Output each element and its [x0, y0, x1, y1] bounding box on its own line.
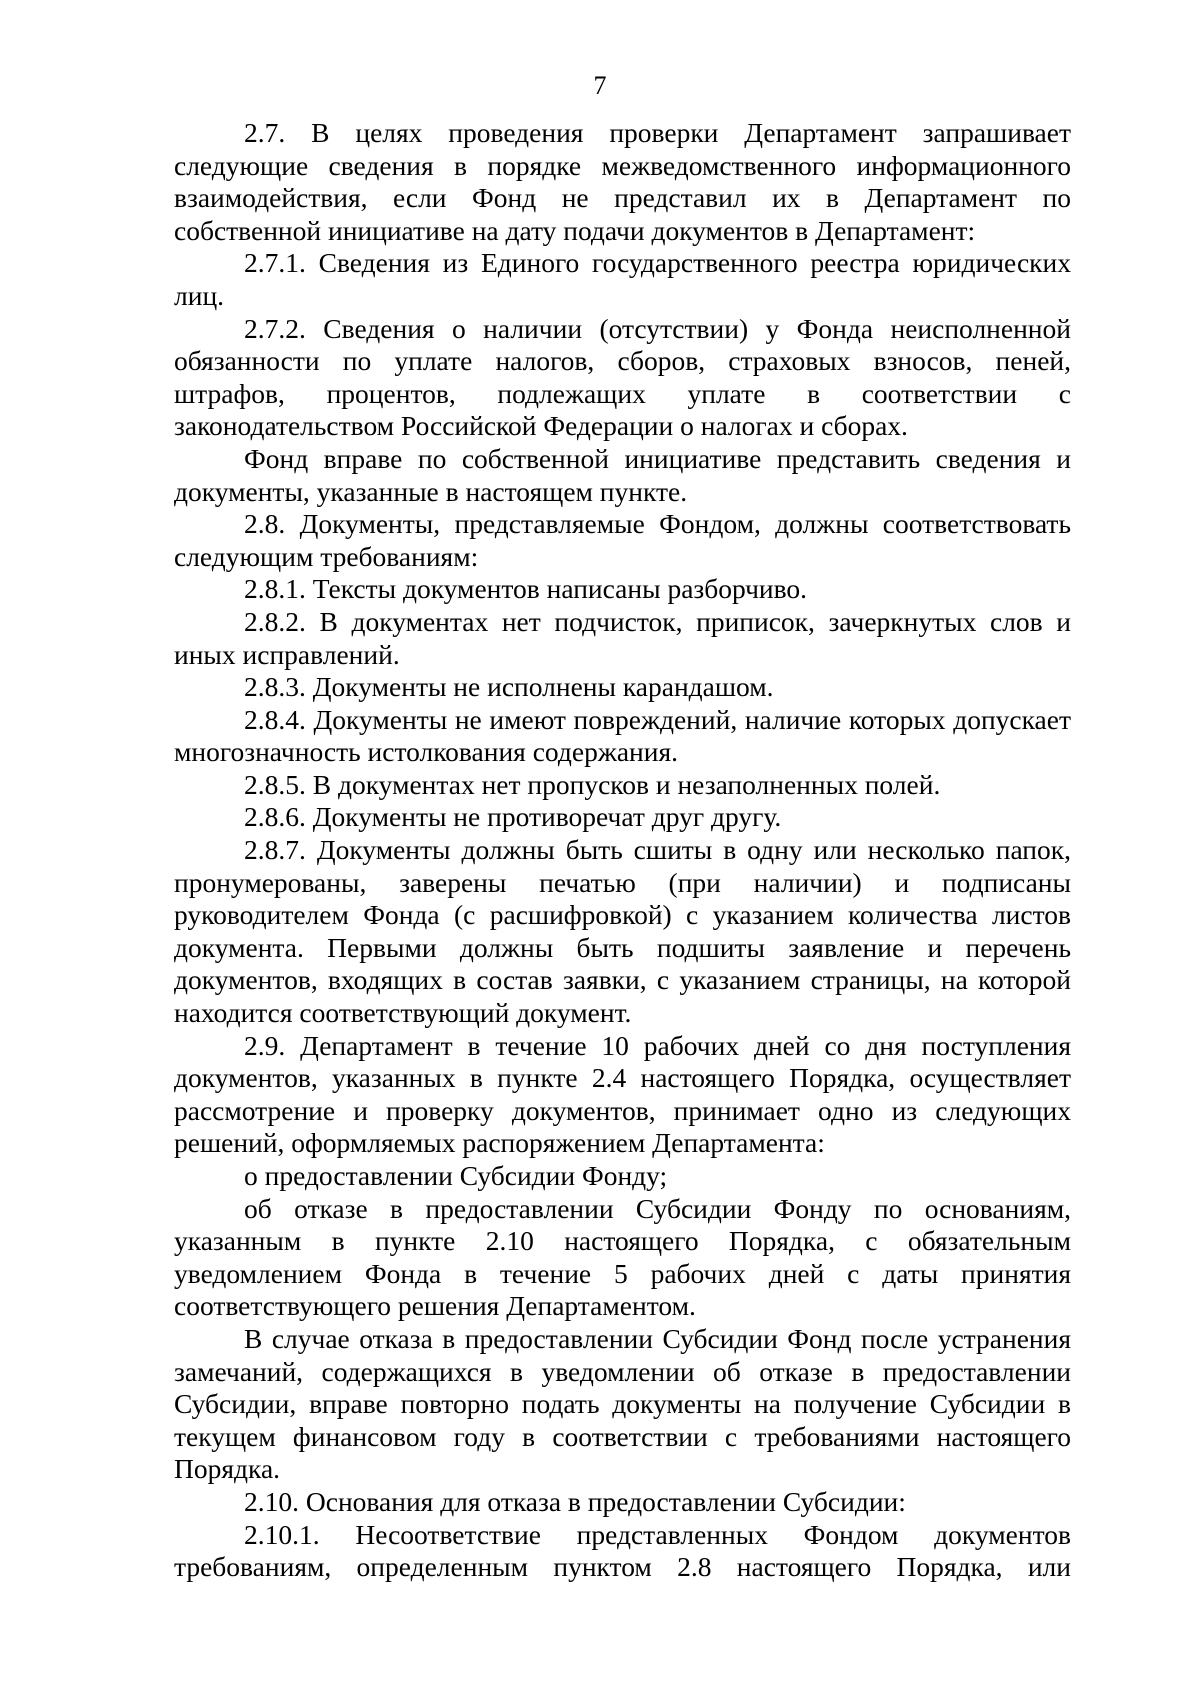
- paragraph-decision-grant: о предоставлении Субсидии Фонду;: [244, 1160, 668, 1191]
- paragraph-2-8-6: 2.8.6. Документы не противоречат друг другу.: [244, 801, 782, 833]
- paragraph-2-9: 2.9. Департамент в течение 10 рабочих дней со дня поступления документов, указанных в пункте 2.4 настоящего Порядка, осуществляет рассмотрение и проверку документов, принимает одно из следующих решений, оформляемых распоряжением Департамента:: [174, 1029, 1071, 1159]
- paragraph-2-10: 2.10. Основания для отказа в предоставлении Субсидии:: [244, 1485, 906, 1517]
- paragraph-fund-right: Фонд вправе по собственной инициативе представить сведения и документы, указанные в настоящем пункте.: [174, 442, 1071, 507]
- paragraph-2-7-2: 2.7.2. Сведения о наличии (отсутствии) у Фонда неисполненной обязанности по уплате налогов, сборов, страховых взносов, пеней, штрафов, процентов, подлежащих уплате в соответствии с законодательством Российской Федерации о налогах и сборах.: [174, 312, 1071, 442]
- paragraph-2-8-5: 2.8.5. В документах нет пропусков и незаполненных полей.: [244, 768, 941, 800]
- paragraph-2-8-7: 2.8.7. Документы должны быть сшиты в одну или несколько папок, пронумерованы, заверены печатью (при наличии) и подписаны руководителем Фонда (с расшифровкой) с указанием количества листов документа. Первыми должны быть подшиты заявление и перечень документов, входящих в состав заявки, с указанием страницы, на которой находится соответствующий документ.: [174, 834, 1071, 1029]
- paragraph-2-8-4: 2.8.4. Документы не имеют повреждений, наличие которых допускает многозначность истолкования содержания.: [174, 703, 1071, 768]
- paragraph-decision-refuse: об отказе в предоставлении Субсидии Фонду по основаниям, указанным в пункте 2.10 настоящего Порядка, с обязательным уведомлением Фонда в течение 5 рабочих дней с даты принятия соответствующего решения Департаментом.: [174, 1192, 1071, 1322]
- paragraph-2-8-3: 2.8.3. Документы не исполнены карандашом.: [244, 671, 774, 703]
- paragraph-2-8-2: 2.8.2. В документах нет подчисток, приписок, зачеркнутых слов и иных исправлений.: [174, 605, 1071, 670]
- document-body: [174, 117, 1071, 1584]
- paragraph-2-7: 2.7. В целях проведения проверки Департамент запрашивает следующие сведения в порядке межведомственного информационного взаимодействия, если Фонд не представил их в Департамент по собственной инициативе на дату подачи документов в Департамент:: [174, 117, 1071, 246]
- page-number: 7: [593, 71, 607, 100]
- paragraph-2-8: 2.8. Документы, представляемые Фондом, должны соответствовать следующим требованиям:: [174, 508, 1071, 572]
- paragraph-2-10-1: 2.10.1. Несоответствие представленных Фондом документов требованиям, определенным пунктом 2.8 настоящего Порядка, или: [174, 1518, 1071, 1583]
- paragraph-resubmission: В случае отказа в предоставлении Субсидии Фонд после устранения замечаний, содержащихся в уведомлении об отказе в предоставлении Субсидии, вправе повторно подать документы на получение Субсидии в текущем финансовом году в соответствии с требованиями настоящего Порядка.: [174, 1322, 1071, 1485]
- paragraph-2-7-1: 2.7.1. Сведения из Единого государственного реестра юридических лиц.: [174, 247, 1071, 311]
- paragraph-2-8-1: 2.8.1. Тексты документов написаны разборчиво.: [244, 573, 808, 605]
